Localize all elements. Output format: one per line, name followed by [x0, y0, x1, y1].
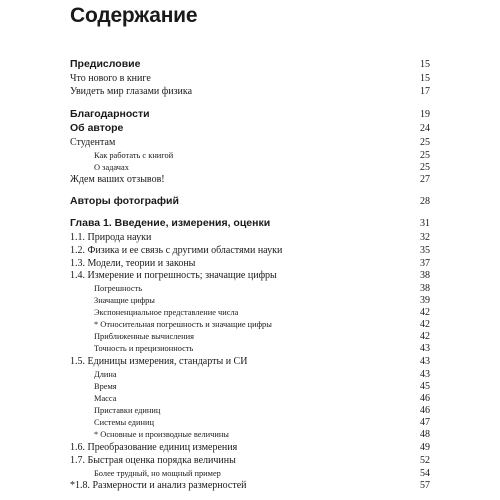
toc-entry	[70, 480, 430, 492]
toc-heading-entry	[70, 58, 430, 71]
toc-entry	[70, 137, 430, 149]
toc-entry-page: 19	[420, 109, 430, 120]
toc-entry	[70, 417, 430, 428]
toc-entry	[70, 369, 430, 380]
toc-entry-page: 43	[420, 356, 430, 367]
page-title: Содержание	[70, 4, 198, 27]
toc-entry-page: 42	[420, 307, 430, 318]
toc-entry-page: 35	[420, 245, 430, 256]
toc-entry	[70, 442, 430, 454]
toc-entry-page: 37	[420, 258, 430, 269]
toc-heading-entry	[70, 217, 430, 230]
toc-entry-page: 46	[420, 405, 430, 416]
toc-entry	[70, 429, 430, 440]
toc-entry-title: 1.2. Физика и ее связь с другими областями науки	[70, 245, 283, 256]
toc-entry-page: 15	[420, 59, 430, 70]
toc-entry-title: Масса	[94, 394, 117, 403]
toc-entry-page: 31	[420, 218, 430, 229]
toc-entry-title: Системы единиц	[94, 418, 154, 427]
toc-entry-page: 38	[420, 270, 430, 281]
toc-entry-page: 15	[420, 73, 430, 84]
toc-entry-title: *1.8. Размерности и анализ размерностей	[70, 480, 247, 491]
toc-entry-page: 39	[420, 295, 430, 306]
toc-entry-title: * Основные и производные величины	[94, 430, 229, 439]
toc-entry-title: Экспоненциальное представление числа	[94, 308, 239, 317]
toc-entry-page: 32	[420, 232, 430, 243]
toc-entry-title: Приближенные вычисления	[94, 332, 194, 341]
toc-entry	[70, 174, 430, 186]
toc-entry-page: 54	[420, 468, 430, 479]
toc-entry-title: * Относительная погрешность и значащие цифры	[94, 320, 272, 329]
toc-entry-title: О задачах	[94, 163, 129, 172]
toc-entry-title: 1.4. Измерение и погрешность; значащие цифры	[70, 270, 277, 281]
toc-entry-title: Авторы фотографий	[70, 195, 179, 207]
toc-entry	[70, 86, 430, 98]
toc-entry	[70, 405, 430, 416]
toc-entry	[70, 270, 430, 282]
toc-entry-title: Значащие цифры	[94, 296, 155, 305]
toc-entry-title: Благодарности	[70, 108, 150, 120]
toc-entry-page: 27	[420, 174, 430, 185]
toc-entry	[70, 343, 430, 354]
toc-entry-title: Предисловие	[70, 58, 141, 70]
toc-entry	[70, 232, 430, 244]
toc-entry-page: 49	[420, 442, 430, 453]
toc-entry-page: 42	[420, 331, 430, 342]
toc-entry-title: 1.5. Единицы измерения, стандарты и СИ	[70, 356, 248, 367]
toc-entry-title: 1.6. Преобразование единиц измерения	[70, 442, 238, 453]
toc-entry-title: Что нового в книге	[70, 73, 151, 84]
toc-entry	[70, 393, 430, 404]
toc-entry	[70, 356, 430, 368]
toc-entry-title: 1.1. Природа науки	[70, 232, 152, 243]
toc-entry-page: 52	[420, 455, 430, 466]
toc-entry	[70, 455, 430, 467]
toc-entry	[70, 381, 430, 392]
toc-entry-title: 1.3. Модели, теории и законы	[70, 258, 196, 269]
toc-entry-page: 42	[420, 319, 430, 330]
toc-entry-title: Более трудный, но мощный пример	[94, 469, 221, 478]
toc-entry-title: Увидеть мир глазами физика	[70, 86, 193, 97]
toc-entry-page: 25	[420, 150, 430, 161]
toc-heading-entry	[70, 122, 430, 135]
toc-entry-page: 17	[420, 86, 430, 97]
toc-entry	[70, 295, 430, 306]
toc-entry	[70, 468, 430, 479]
toc-heading-entry	[70, 195, 430, 208]
toc-entry	[70, 258, 430, 270]
toc-entry-title: Точность и прецизионность	[94, 344, 194, 353]
toc-entry-page: 47	[420, 417, 430, 428]
toc-entry	[70, 73, 430, 85]
toc-entry-title: Как работать с книгой	[94, 151, 174, 160]
toc-entry-title: Время	[94, 382, 117, 391]
toc-entry-title: 1.7. Быстрая оценка порядка величины	[70, 455, 236, 466]
toc-entry-title: Длина	[94, 370, 117, 379]
toc-entry	[70, 162, 430, 173]
toc-entry-page: 25	[420, 162, 430, 173]
toc-entry-page: 57	[420, 480, 430, 491]
toc-entry-page: 46	[420, 393, 430, 404]
toc-heading-entry	[70, 108, 430, 121]
toc-entry-page: 28	[420, 196, 430, 207]
toc-entry-title: Приставки единиц	[94, 406, 161, 415]
toc-entry	[70, 319, 430, 330]
toc-entry-title: Погрешность	[94, 284, 143, 293]
toc-entry-title: Ждем ваших отзывов!	[70, 174, 165, 185]
toc-entry	[70, 331, 430, 342]
toc-entry	[70, 307, 430, 318]
toc-entry	[70, 150, 430, 161]
toc-entry-page: 43	[420, 343, 430, 354]
toc-entry-title: Глава 1. Введение, измерения, оценки	[70, 217, 271, 229]
toc-entry-page: 45	[420, 381, 430, 392]
toc-entry-page: 48	[420, 429, 430, 440]
toc-entry	[70, 245, 430, 257]
toc-entry-page: 25	[420, 137, 430, 148]
toc-entry-page: 38	[420, 283, 430, 294]
toc-entry	[70, 283, 430, 294]
toc-entry-page: 24	[420, 123, 430, 134]
table-of-contents	[70, 0, 430, 500]
toc-entry-title: Студентам	[70, 137, 116, 148]
toc-entry-page: 43	[420, 369, 430, 380]
toc-entry-title: Об авторе	[70, 122, 124, 134]
